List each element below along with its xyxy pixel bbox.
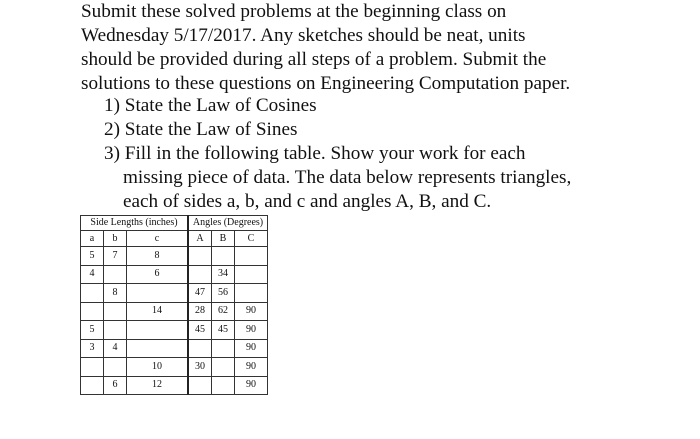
table-cell xyxy=(81,284,104,303)
table-cell xyxy=(81,302,104,321)
table-cell: 56 xyxy=(212,284,235,303)
table-cell: 90 xyxy=(235,321,268,340)
side-lengths-header: Side Lengths (inches) xyxy=(81,216,189,231)
table-cell: 8 xyxy=(104,284,127,303)
table-cell: 90 xyxy=(235,339,268,358)
table-cell xyxy=(104,265,127,284)
column-header-C: C xyxy=(235,231,268,247)
table-cell: 6 xyxy=(104,376,127,395)
table-row xyxy=(81,358,268,377)
table-cell xyxy=(127,339,189,358)
table-cell: 34 xyxy=(212,265,235,284)
assignment-instructions xyxy=(81,0,681,96)
column-header-c: c xyxy=(127,231,189,247)
table-cell: 45 xyxy=(188,321,212,340)
table-cell xyxy=(104,321,127,340)
table-cell xyxy=(104,358,127,377)
table-cell xyxy=(235,247,268,266)
table-cell xyxy=(104,302,127,321)
table-cell: 5 xyxy=(81,321,104,340)
question-1: 1) State the Law of Cosines xyxy=(104,95,317,116)
table-cell: 6 xyxy=(127,265,189,284)
instruction-line: should be provided during all steps of a problem. Submit the xyxy=(81,49,547,70)
table-row xyxy=(81,321,268,340)
question-3 xyxy=(104,142,571,214)
question-2: 2) State the Law of Sines xyxy=(104,119,298,140)
table-row xyxy=(81,265,268,284)
question-3-line: each of sides a, b, and c and angles A, B, and C. xyxy=(123,191,492,212)
table-cell: 4 xyxy=(81,265,104,284)
column-header-a: a xyxy=(81,231,104,247)
triangle-data-table xyxy=(80,215,268,395)
table-cell: 90 xyxy=(235,302,268,321)
table-cell: 12 xyxy=(127,376,189,395)
table-cell xyxy=(188,247,212,266)
table-cell xyxy=(81,358,104,377)
table-cell: 90 xyxy=(235,376,268,395)
angles-header: Angles (Degrees) xyxy=(188,216,268,231)
table-cell: 5 xyxy=(81,247,104,266)
question-3-line: missing piece of data. The data below represents triangles, xyxy=(123,167,572,188)
table-row xyxy=(81,247,268,266)
table-cell xyxy=(188,339,212,358)
table-cell xyxy=(235,284,268,303)
table-cell: 4 xyxy=(104,339,127,358)
column-header-B: B xyxy=(212,231,235,247)
table-cell: 90 xyxy=(235,358,268,377)
column-header-A: A xyxy=(188,231,212,247)
table-cell: 30 xyxy=(188,358,212,377)
table-cell xyxy=(212,358,235,377)
table-cell: 28 xyxy=(188,302,212,321)
table-cell: 62 xyxy=(212,302,235,321)
table-cell: 8 xyxy=(127,247,189,266)
table-cell xyxy=(127,321,189,340)
question-3-line: 3) Fill in the following table. Show your work for each xyxy=(104,143,526,164)
instruction-line: Wednesday 5/17/2017. Any sketches should be neat, units xyxy=(81,25,526,46)
table-cell: 3 xyxy=(81,339,104,358)
table-cell xyxy=(212,376,235,395)
question-list xyxy=(104,94,571,214)
table-cell xyxy=(235,265,268,284)
table-cell xyxy=(212,247,235,266)
table-cell xyxy=(81,376,104,395)
table-cell: 47 xyxy=(188,284,212,303)
table-cell xyxy=(127,284,189,303)
table-row xyxy=(81,302,268,321)
table-cell: 10 xyxy=(127,358,189,377)
column-header-b: b xyxy=(104,231,127,247)
table-cell xyxy=(188,376,212,395)
table-cell xyxy=(188,265,212,284)
table-row xyxy=(81,284,268,303)
table-cell xyxy=(212,339,235,358)
table-cell: 14 xyxy=(127,302,189,321)
table-row xyxy=(81,376,268,395)
instruction-line: Submit these solved problems at the beginning class on xyxy=(81,1,507,22)
instruction-line: solutions to these questions on Engineering Computation paper. xyxy=(81,73,571,94)
table-cell: 45 xyxy=(212,321,235,340)
table-cell: 7 xyxy=(104,247,127,266)
table-row xyxy=(81,339,268,358)
